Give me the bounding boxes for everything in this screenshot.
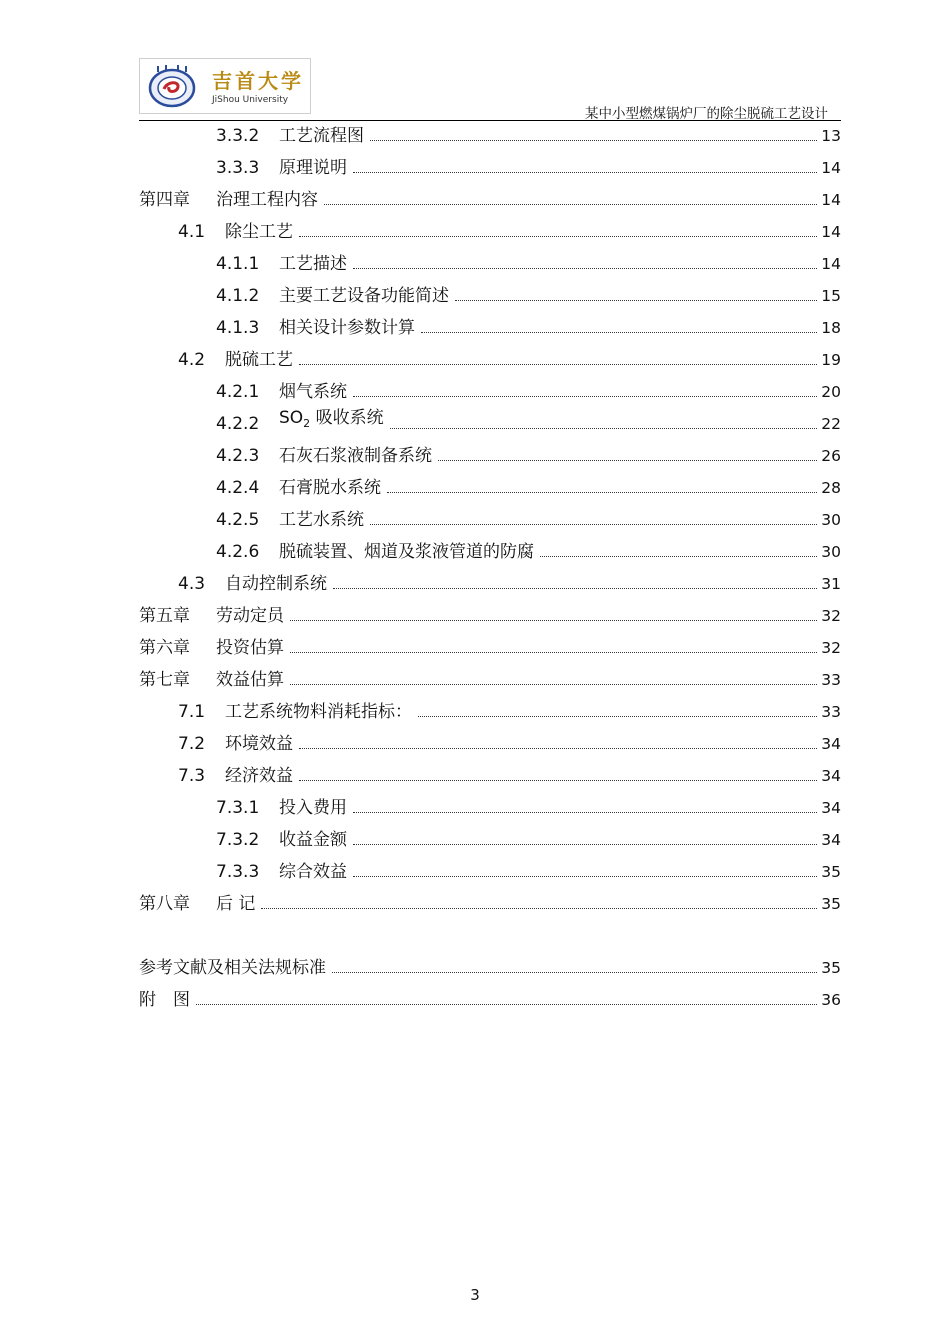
- toc-title-subscript: 2: [303, 417, 311, 430]
- toc-entry[interactable]: [178, 571, 841, 595]
- toc-entry[interactable]: [216, 859, 841, 883]
- toc-number: 7.3.2: [216, 830, 260, 850]
- toc-page: 19: [821, 351, 841, 369]
- toc-entry[interactable]: [216, 379, 841, 403]
- toc-page: 26: [821, 447, 841, 465]
- toc-page: 20: [821, 383, 841, 401]
- toc-title: 劳动定员: [216, 606, 284, 626]
- toc-number: 4.3: [178, 574, 206, 594]
- toc-number: 4.1.3: [216, 318, 260, 338]
- toc-title: 脱硫装置、烟道及浆液管道的防腐: [279, 542, 534, 562]
- toc-number: 第六章: [139, 638, 190, 658]
- toc-page: 15: [821, 287, 841, 305]
- toc-page: 32: [821, 639, 841, 657]
- logo-english-name: JiShou University: [212, 95, 289, 105]
- toc-title: 烟气系统: [279, 382, 347, 402]
- toc-title: 石膏脱水系统: [279, 478, 381, 498]
- toc-entry[interactable]: [216, 827, 841, 851]
- toc-entry[interactable]: [216, 475, 841, 499]
- toc-title: 原理说明: [279, 158, 347, 178]
- toc-title: 环境效益: [225, 734, 293, 754]
- toc-number: 4.1.2: [216, 286, 260, 306]
- toc-number: 7.3.3: [216, 862, 260, 882]
- toc-entry[interactable]: [216, 251, 841, 275]
- toc-page: 14: [821, 159, 841, 177]
- university-logo: [139, 58, 311, 114]
- dot-leader: [455, 300, 817, 301]
- toc-entry[interactable]: [216, 283, 841, 307]
- logo-chinese-name: 吉首大学: [212, 69, 304, 93]
- toc-page: 30: [821, 543, 841, 561]
- toc-page: 28: [821, 479, 841, 497]
- toc-entry[interactable]: [139, 187, 841, 211]
- toc-number: 第四章: [139, 190, 190, 210]
- toc-number: 第五章: [139, 606, 190, 626]
- toc-page: 35: [821, 959, 841, 977]
- dot-leader: [261, 908, 817, 909]
- toc-entry[interactable]: [178, 699, 841, 723]
- dot-leader: [418, 716, 817, 717]
- toc-page: 14: [821, 223, 841, 241]
- toc-title: 工艺水系统: [279, 510, 364, 530]
- toc-title: 自动控制系统: [225, 574, 327, 594]
- toc-number: 7.2: [178, 734, 206, 754]
- dot-leader: [353, 396, 817, 397]
- dot-leader: [324, 204, 817, 205]
- toc-title: 后 记: [216, 894, 256, 914]
- toc-title: 主要工艺设备功能简述: [279, 286, 449, 306]
- toc-title: 参考文献及相关法规标准: [139, 958, 326, 978]
- toc-page: 34: [821, 799, 841, 817]
- toc-page: 35: [821, 863, 841, 881]
- page-number: 3: [470, 1286, 480, 1304]
- toc-entry[interactable]: [178, 347, 841, 371]
- dot-leader: [353, 876, 817, 877]
- toc-entry[interactable]: [139, 955, 841, 979]
- toc-title: 工艺系统物料消耗指标：: [225, 702, 412, 722]
- toc-entry[interactable]: [216, 315, 841, 339]
- toc-title-rest: 吸收系统: [310, 408, 384, 428]
- toc-title-formula: SO: [279, 408, 304, 428]
- toc-entry[interactable]: [178, 763, 841, 787]
- toc-number: 4.1: [178, 222, 206, 242]
- dot-leader: [370, 524, 817, 525]
- toc-number: 3.3.2: [216, 126, 260, 146]
- toc-page: 22: [821, 415, 841, 433]
- dot-leader: [290, 620, 817, 621]
- toc-entry[interactable]: [139, 987, 841, 1011]
- document-title: 某中小型燃煤锅炉厂的除尘脱硫工艺设计: [585, 106, 828, 122]
- dot-leader: [390, 428, 818, 429]
- toc-page: 34: [821, 831, 841, 849]
- toc-page: 14: [821, 191, 841, 209]
- toc-page: 34: [821, 767, 841, 785]
- dot-leader: [299, 780, 817, 781]
- toc-page: 18: [821, 319, 841, 337]
- toc-number: 第七章: [139, 670, 190, 690]
- toc-page: 33: [821, 671, 841, 689]
- toc-number: 4.2.5: [216, 510, 260, 530]
- dot-leader: [290, 652, 817, 653]
- toc-entry[interactable]: [139, 891, 841, 915]
- toc-entry[interactable]: [178, 731, 841, 755]
- toc-number: 4.2.2: [216, 414, 260, 434]
- toc-page: 36: [821, 991, 841, 1009]
- dot-leader: [196, 1004, 817, 1005]
- toc-entry[interactable]: [216, 539, 841, 563]
- toc-number: 4.2.3: [216, 446, 260, 466]
- dot-leader: [387, 492, 817, 493]
- toc-title: 投入费用: [279, 798, 347, 818]
- toc-entry[interactable]: [216, 408, 841, 435]
- toc-number: 第八章: [139, 894, 190, 914]
- toc-number: 7.3.1: [216, 798, 260, 818]
- dot-leader: [353, 268, 817, 269]
- toc-page: 33: [821, 703, 841, 721]
- dot-leader: [353, 812, 817, 813]
- dot-leader: [299, 748, 817, 749]
- toc-page: 30: [821, 511, 841, 529]
- dot-leader: [353, 172, 817, 173]
- toc-title: 投资估算: [216, 638, 284, 658]
- dot-leader: [333, 588, 817, 589]
- toc-number: 3.3.3: [216, 158, 260, 178]
- toc-page: 34: [821, 735, 841, 753]
- dot-leader: [540, 556, 817, 557]
- toc-entry[interactable]: [178, 219, 841, 243]
- toc-page: 32: [821, 607, 841, 625]
- toc-number: 4.2.6: [216, 542, 260, 562]
- toc-entry[interactable]: [216, 123, 841, 147]
- toc-title: 相关设计参数计算: [279, 318, 415, 338]
- dot-leader: [299, 236, 817, 237]
- toc-title: 工艺流程图: [279, 126, 364, 146]
- toc-entry[interactable]: [216, 155, 841, 179]
- toc-title: 效益估算: [216, 670, 284, 690]
- toc-number: 4.2.4: [216, 478, 260, 498]
- toc-title: 治理工程内容: [216, 190, 318, 210]
- toc-title: [279, 407, 384, 435]
- toc-page: 31: [821, 575, 841, 593]
- toc-number: 7.1: [178, 702, 206, 722]
- toc-title: 收益金额: [279, 830, 347, 850]
- toc-number: 4.2.1: [216, 382, 260, 402]
- university-seal-icon: [145, 63, 199, 109]
- dot-leader: [290, 684, 817, 685]
- toc-title: 脱硫工艺: [225, 350, 293, 370]
- toc-number: 4.2: [178, 350, 206, 370]
- toc-title: 经济效益: [225, 766, 293, 786]
- dot-leader: [353, 844, 817, 845]
- toc-entry[interactable]: [216, 795, 841, 819]
- toc-title: 综合效益: [279, 862, 347, 882]
- toc-page: 13: [821, 127, 841, 145]
- toc-number: 4.1.1: [216, 254, 260, 274]
- toc-entry[interactable]: [139, 635, 841, 659]
- toc-entry[interactable]: [216, 443, 841, 467]
- toc-title: 石灰石浆液制备系统: [279, 446, 432, 466]
- dot-leader: [299, 364, 817, 365]
- toc-number: 7.3: [178, 766, 206, 786]
- dot-leader: [370, 140, 817, 141]
- toc-title: 除尘工艺: [225, 222, 293, 242]
- toc-entry[interactable]: [139, 667, 841, 691]
- toc-entry[interactable]: [139, 603, 841, 627]
- dot-leader: [332, 972, 817, 973]
- toc-entry[interactable]: [216, 507, 841, 531]
- dot-leader: [438, 460, 817, 461]
- dot-leader: [421, 332, 817, 333]
- toc-title: 附 图: [139, 990, 190, 1010]
- toc-title: 工艺描述: [279, 254, 347, 274]
- toc-page: 35: [821, 895, 841, 913]
- header-rule: [139, 120, 841, 121]
- toc-page: 14: [821, 255, 841, 273]
